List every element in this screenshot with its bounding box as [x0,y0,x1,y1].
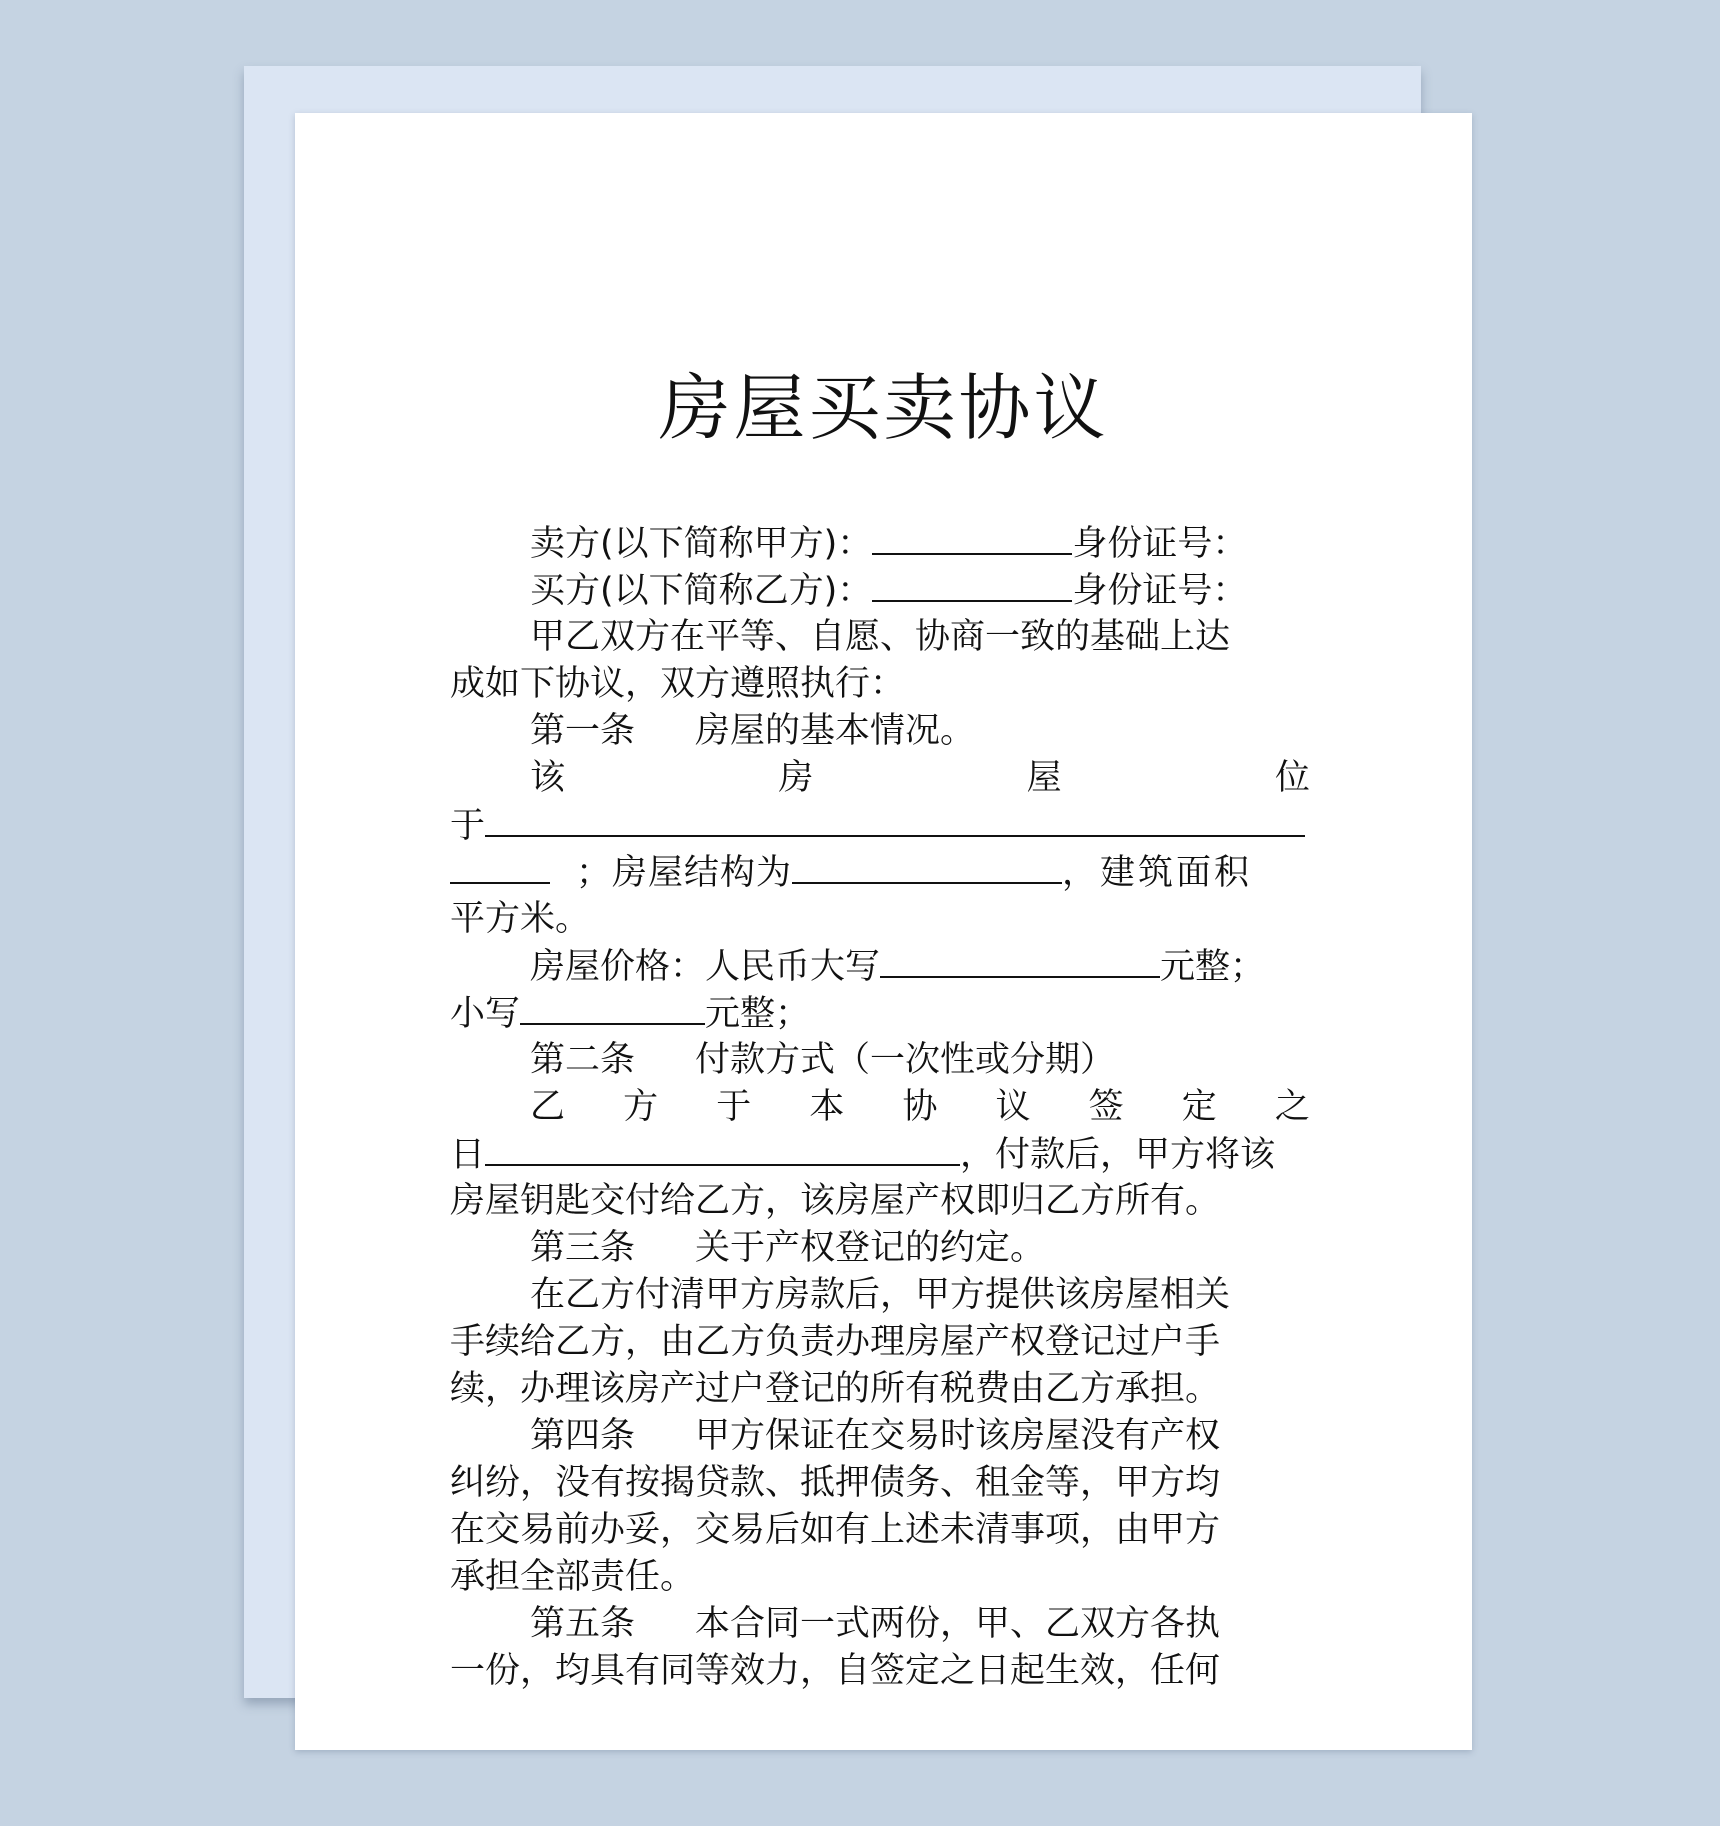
article-4-line-2: 纠纷，没有按揭贷款、抵押债务、租金等，甲方均 [450,1463,1221,1503]
article-1-location-words: 该 房 屋 位 [530,758,1310,798]
price-line: 房屋价格：人民币大写 元整； [450,943,1310,990]
article-3-line-2: 手续给乙方，由乙方负责办理房屋产权登记过户手 [450,1322,1221,1362]
price-small-line: 小写 元整； [450,990,1310,1037]
location-blank-cont[interactable] [450,849,550,884]
buyer-line: 买方(以下简称乙方)： 身份证号： [450,567,1310,614]
buyer-name-blank[interactable] [872,567,1072,602]
document-title: 房屋买卖协议 [658,366,1109,450]
seller-name-blank[interactable] [872,520,1072,555]
seller-line: 卖方(以下简称甲方)： 身份证号： [450,520,1310,567]
intro-line-1: 甲乙双方在平等、自愿、协商一致的基础上达 [530,617,1231,657]
article-3-line-1: 在乙方付清甲方房款后，甲方提供该房屋相关 [530,1275,1231,1315]
article-5-heading: 第五条 本合同一式两份，甲、乙双方各执 [530,1604,1221,1644]
article-3-line-3: 续，办理该房产过户登记的所有税费由乙方承担。 [450,1369,1221,1409]
structure-blank[interactable] [792,849,1062,884]
sign-date-blank[interactable] [485,1131,960,1166]
article-1-structure-line: ；房屋结构为 ，建筑面积 [450,849,1310,896]
price-lower-blank[interactable] [520,990,705,1025]
article-2-words: 乙 方 于 本 协 议 签 定 之 [530,1087,1310,1127]
article-4-heading: 第四条 甲方保证在交易时该房屋没有产权 [530,1416,1221,1456]
article-2-date-line: 日 ，付款后，甲方将该 [450,1131,1310,1178]
price-upper-blank[interactable] [880,943,1160,978]
article-3-heading: 第三条 关于产权登记的约定。 [530,1228,1046,1268]
intro-line-2: 成如下协议，双方遵照执行： [450,664,906,704]
article-1-heading: 第一条 房屋的基本情况。 [530,711,976,751]
article-2-heading: 第二条 付款方式（一次性或分期） [530,1040,1116,1080]
article-5-line-2: 一份，均具有同等效力，自签定之日起生效，任何 [450,1651,1221,1691]
document-body [450,520,1310,1695]
article-4-line-4: 承担全部责任。 [450,1557,696,1597]
article-1-unit-line: 平方米。 [450,899,591,939]
article-2-line-3: 房屋钥匙交付给乙方，该房屋产权即归乙方所有。 [450,1181,1221,1221]
article-1-location-line: 于 [450,802,1310,849]
document-page [295,113,1472,1750]
article-4-line-3: 在交易前办妥，交易后如有上述未清事项，由甲方 [450,1510,1221,1550]
location-blank[interactable] [485,802,1305,837]
